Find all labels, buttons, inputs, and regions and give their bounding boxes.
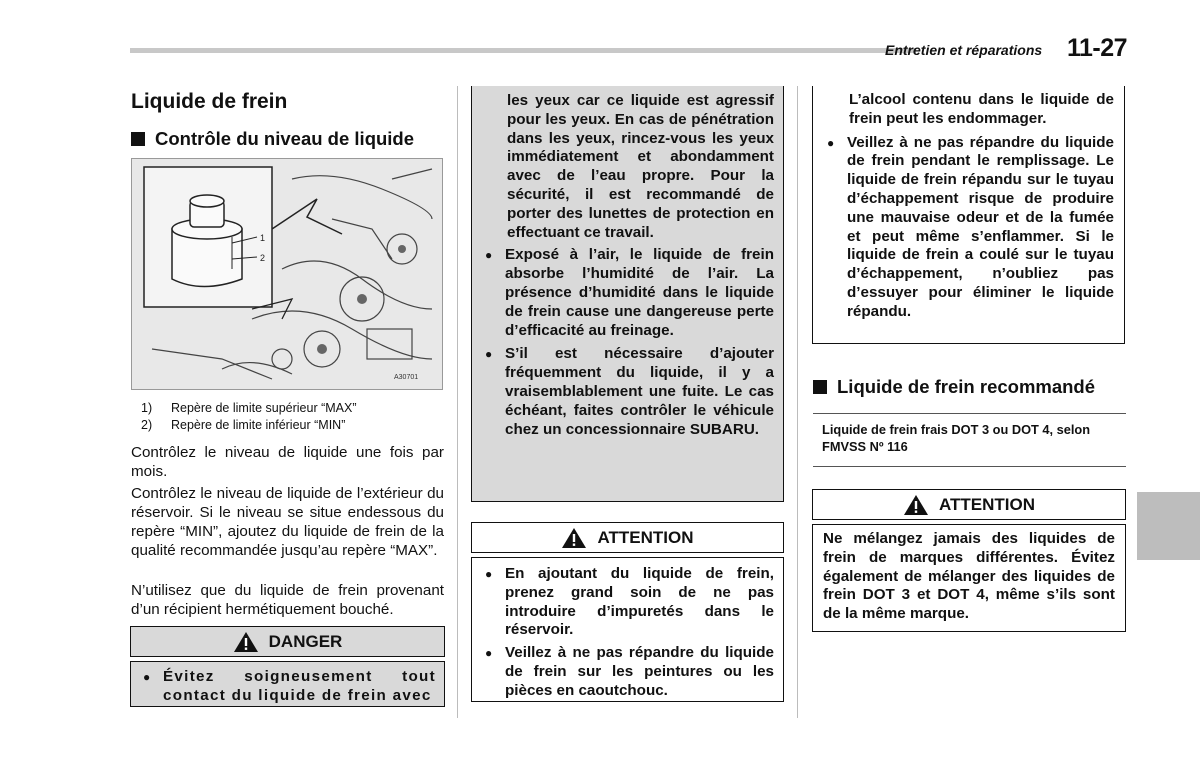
danger-bullet: ● S’il est nécessaire d’ajouter fréquemment du liquide, il y a vraisemblablement une fuite. Le cas échéant, faites contrôler le véhicule chez un concessionnaire SUBARU. (485, 345, 774, 438)
page-number: 11-27 (1067, 34, 1128, 62)
caption-item: 2) Repère de limite inférieur “MIN” (141, 418, 346, 432)
column-divider-1 (457, 86, 458, 718)
warning-triangle-icon (233, 631, 259, 653)
danger-continued-box (471, 86, 784, 502)
chapter-title: Entretien et réparations (885, 42, 1043, 58)
spec-rule-top (813, 413, 1126, 414)
attention-text: Ne mélangez jamais des liquides de frein de marques différentes. Évitez également de mélanger des liquides de frein DOT 3 et DOT 4, même s’ils sont de la même marque. (823, 530, 1115, 623)
section-title: Liquide de frein (131, 90, 288, 113)
danger-label: DANGER (268, 631, 343, 651)
danger-continued-text: les yeux car ce liquide est agressif pour les yeux. En cas de pénétration dans les yeux, rincez-vous les yeux immédiatement et abondamment avec de l’eau propre. Pour la sécurité, il est recommandé de porter des lunettes de protection en effectuant ce travail. (507, 92, 774, 241)
attention-header (812, 489, 1126, 520)
attention-body (812, 524, 1126, 632)
attention-bullet: ● Veillez à ne pas répandre du liquide de frein pendant le remplissage. Le liquide de frein répandu sur le tuyau d’échappement risque de produire une mauvaise odeur et de la fumée et peut même s’enflammer. Si le liquide de frein a coulé sur le tuyau d’échappement, n’oubliez pas d’essuyer pour éliminer le liquide répandu. (827, 133, 1114, 320)
subsection-title-text: Liquide de frein recommandé (837, 376, 1096, 397)
body-paragraph-1: Contrôlez le niveau de liquide une fois par mois. (131, 444, 444, 480)
spec-rule-bottom (813, 466, 1126, 467)
danger-header (130, 626, 445, 657)
marker-1-label: 1 (260, 233, 266, 243)
warning-triangle-icon (561, 527, 587, 549)
header-rule (130, 48, 916, 53)
attention-bullet: ● En ajoutant du liquide de frein, prenez grand soin de ne pas introduire d’impuretés dans le réservoir. (485, 565, 774, 639)
danger-body (130, 661, 445, 707)
square-bullet-icon (131, 132, 145, 146)
subsection-title-text: Contrôle du niveau de liquide (155, 128, 415, 149)
attention-continued-box (812, 86, 1125, 344)
attention-header (471, 522, 784, 553)
attention-body (471, 557, 784, 702)
attention-label: ATTENTION (597, 527, 694, 547)
square-bullet-icon (813, 380, 827, 394)
danger-bullet: ● Exposé à l’air, le liquide de frein absorbe l’humidité de l’air. La présence d’humidité dans le liquide de frein cause une dangereuse perte d’efficacité au freinage. (485, 246, 774, 339)
chapter-tab (1137, 492, 1200, 560)
attention-bullet: ● Veillez à ne pas répandre du liquide de frein sur les peintures ou les pièces en caoutchouc. (485, 644, 774, 699)
warning-triangle-icon (903, 494, 929, 516)
body-paragraph-3: N’utilisez que du liquide de frein provenant d’un récipient hermétiquement bouché. (131, 582, 444, 618)
attention-continued-text: L’alcool contenu dans le liquide de frein peut les endommager. (849, 91, 1114, 127)
danger-bullet: ● Évitez soigneusement tout contact du liquide de frein avec (143, 668, 436, 704)
caption-item: 1) Repère de limite supérieur “MAX” (141, 401, 357, 415)
caption-list (131, 400, 451, 434)
brake-reservoir-illustration (131, 158, 443, 390)
subsection-title (813, 376, 1095, 398)
engine-bay-drawing (132, 159, 443, 390)
column-divider-2 (797, 86, 798, 718)
attention-label: ATTENTION (938, 494, 1035, 514)
brake-fluid-spec: Liquide de frein frais DOT 3 ou DOT 4, selon FMVSS Nº 116 (822, 422, 1091, 454)
body-paragraph-2: Contrôlez le niveau de liquide de l’extérieur du réservoir. Si le niveau se situe endessous du repère “MIN”, ajoutez du liquide de frein de la qualité recommandée jusqu’au repère “MAX”. (131, 485, 444, 559)
figure-code: A30701 (394, 374, 419, 381)
subsection-title (131, 128, 414, 150)
marker-2-label: 2 (260, 253, 266, 263)
